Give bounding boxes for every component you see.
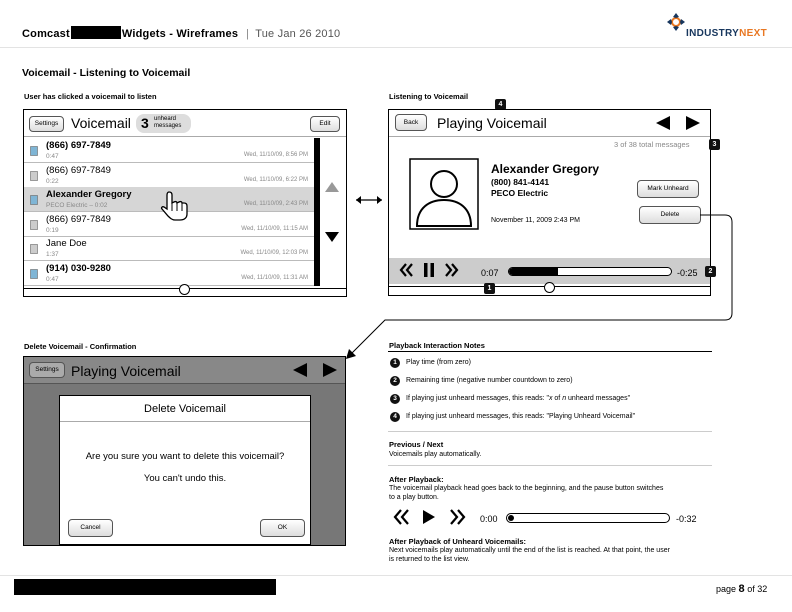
caller-name: Jane Doe — [46, 238, 87, 249]
unheard-line1: unheard — [154, 116, 177, 122]
voicemail-timestamp: Wed, 11/10/09, 12:03 PM — [240, 250, 308, 256]
play-icon — [422, 509, 436, 525]
elapsed-time: 0:07 — [481, 268, 499, 278]
note-badge-4: 4 — [390, 412, 400, 422]
callout-badge-4: 4 — [495, 99, 506, 110]
document-title — [22, 26, 340, 40]
message-date: November 11, 2009 2:43 PM — [491, 217, 580, 224]
brand-suffix: Widgets - Wireframes — [121, 28, 239, 40]
caller-name: (866) 697-7849 — [46, 140, 111, 151]
caller-name: (866) 697-7849 — [46, 213, 111, 225]
panel3-caption: Delete Voicemail - Confirmation — [24, 342, 137, 351]
unheard-badge — [136, 114, 191, 133]
scroll-up-icon[interactable] — [324, 180, 340, 196]
callout-badge-2: 2 — [705, 266, 716, 277]
delete-button[interactable]: Delete — [639, 206, 701, 224]
panel1-caption: User has clicked a voicemail to listen — [24, 92, 157, 101]
notes-divider — [388, 431, 712, 432]
caller-detail: 0:47 — [46, 275, 59, 283]
playing-title-bar — [389, 110, 710, 137]
caller-name: Alexander Gregory — [46, 189, 132, 200]
note-badge-2: 2 — [390, 376, 400, 386]
note-3-pre: If playing just unheard messages, this reads: " — [406, 395, 549, 402]
scroll-down-icon[interactable] — [324, 228, 340, 244]
note-3-mid: of — [552, 395, 563, 402]
note-badge-1: 1 — [390, 358, 400, 368]
page-label: page — [716, 584, 737, 594]
title-separator: | — [246, 28, 250, 40]
unheard-playback-title: After Playback of Unheard Voicemails: — [389, 537, 526, 546]
unheard-playback-text-1: Next voicemails play automatically until the end of the list is reached. At that point, the user — [389, 547, 670, 554]
voicemail-timestamp: Wed, 11/10/09, 8:56 PM — [243, 152, 308, 158]
list-item[interactable] — [24, 138, 314, 163]
contact-name: Alexander Gregory — [491, 162, 600, 176]
after-remaining-time: -0:32 — [676, 514, 697, 524]
note-3-post: unheard messages" — [566, 395, 631, 402]
voicemail-timestamp: Wed, 11/10/09, 2:43 PM — [243, 201, 308, 207]
callout-badge-1: 1 — [484, 283, 495, 294]
voicemail-timestamp: Wed, 11/10/09, 11:15 AM — [241, 225, 308, 232]
rewind-icon — [393, 509, 409, 525]
cancel-button[interactable]: Cancel — [68, 519, 113, 537]
hand-cursor-icon — [160, 190, 190, 222]
page-number: 8 — [738, 583, 745, 595]
unheard-voicemail-icon — [30, 195, 38, 205]
document-date: Tue Jan 26 2010 — [255, 28, 341, 40]
note-4: If playing just unheard messages, this reads: "Playing Unheard Voicemail" — [406, 413, 636, 420]
section-title: Voicemail - Listening to Voicemail — [22, 67, 191, 79]
previous-arrow-icon[interactable] — [655, 115, 671, 131]
industrynext-logo-icon — [666, 12, 686, 32]
back-button[interactable]: Back — [395, 114, 427, 131]
caller-detail: PECO Electric – 0:02 — [46, 202, 108, 209]
remaining-time: -0:25 — [677, 268, 698, 278]
note-3 — [406, 395, 630, 402]
unheard-count: 3 — [141, 115, 149, 131]
after-playback-title: After Playback: — [389, 475, 444, 484]
prev-next-text: Voicemails play automatically. — [389, 451, 482, 458]
notes-title: Playback Interaction Notes — [389, 341, 485, 350]
list-title-bar — [24, 110, 346, 137]
redaction-bar — [71, 26, 121, 39]
notes-divider — [388, 351, 712, 352]
prev-next-title: Previous / Next — [389, 440, 444, 449]
heard-voicemail-icon — [30, 171, 38, 181]
panel2-caption: Listening to Voicemail — [389, 92, 469, 101]
settings-button: Settings — [29, 362, 65, 378]
list-item[interactable] — [24, 236, 314, 261]
list-item[interactable] — [24, 261, 314, 286]
message-count: 3 of 38 total messages — [614, 140, 690, 149]
note-badge-3: 3 — [390, 394, 400, 404]
voicemail-timestamp: Wed, 11/10/09, 6:22 PM — [243, 176, 308, 183]
unheard-voicemail-icon — [30, 269, 38, 279]
notes-divider — [388, 465, 712, 466]
logo-accent-text: NEXT — [739, 28, 768, 39]
edit-button[interactable]: Edit — [310, 116, 340, 132]
ok-button[interactable]: OK — [260, 519, 305, 537]
next-arrow-icon — [322, 362, 338, 378]
footer-divider — [0, 575, 792, 576]
dialog-warning: You can't undo this. — [143, 473, 227, 484]
dimmed-title-bar — [24, 357, 345, 384]
voicemail-timestamp: Wed, 11/10/09, 11:31 AM — [241, 274, 308, 281]
brand-prefix: Comcast — [22, 28, 70, 40]
footer-redaction-bar — [14, 579, 276, 595]
list-item[interactable] — [24, 163, 314, 188]
playing-title: Playing Voicemail — [437, 115, 547, 131]
logo-main-text: INDUSTRY — [686, 28, 740, 39]
delete-confirmation-screen — [23, 356, 346, 546]
list-title: Voicemail — [71, 115, 131, 131]
note-3-n: n — [562, 395, 567, 402]
after-playback-text-1: The voicemail playback head goes back to the beginning, and the pause button switches — [389, 485, 664, 492]
industrynext-logo — [686, 28, 767, 39]
unheard-label — [154, 116, 181, 129]
heard-voicemail-icon — [30, 220, 38, 230]
caller-detail: 0:19 — [46, 226, 59, 234]
note-1: Play time (from zero) — [406, 359, 471, 366]
page-total: of 32 — [747, 584, 768, 594]
unheard-line2: messages — [154, 122, 182, 129]
caller-detail: 0:22 — [46, 177, 59, 185]
unheard-voicemail-icon — [30, 146, 38, 156]
next-arrow-icon[interactable] — [685, 115, 701, 131]
contact-phone: (800) 841-4141 — [491, 177, 550, 187]
after-playback-text-2: to a play button. — [389, 494, 439, 501]
scrollbar[interactable] — [314, 138, 320, 286]
after-elapsed-time: 0:00 — [480, 514, 498, 524]
mark-unheard-button[interactable]: Mark Unheard — [637, 180, 699, 198]
dialog-title: Delete Voicemail — [60, 396, 310, 422]
caller-detail: 0:47 — [46, 153, 59, 160]
caller-detail: 1:37 — [46, 251, 59, 258]
note-2: Remaining time (negative number countdown to zero) — [406, 377, 573, 384]
contact-company: PECO Electric — [491, 188, 549, 198]
settings-button[interactable]: Settings — [29, 116, 64, 132]
after-playhead — [508, 515, 514, 521]
fast-forward-icon — [450, 509, 466, 525]
delete-dialog — [59, 395, 311, 545]
unheard-playback-text-2: is returned to the list view. — [389, 556, 470, 563]
note-3-x: x — [548, 395, 553, 402]
previous-arrow-icon — [292, 362, 308, 378]
caller-name: (914) 030-9280 — [46, 262, 111, 274]
heard-voicemail-icon — [30, 244, 38, 254]
page-indicator — [716, 583, 767, 595]
after-progress-track — [506, 513, 670, 523]
callout-badge-3: 3 — [709, 139, 720, 150]
home-button[interactable] — [179, 284, 190, 295]
playing-title: Playing Voicemail — [71, 363, 181, 379]
dialog-question: Are you sure you want to delete this voicemail? — [85, 451, 285, 462]
caller-name: (866) 697-7849 — [46, 164, 111, 176]
